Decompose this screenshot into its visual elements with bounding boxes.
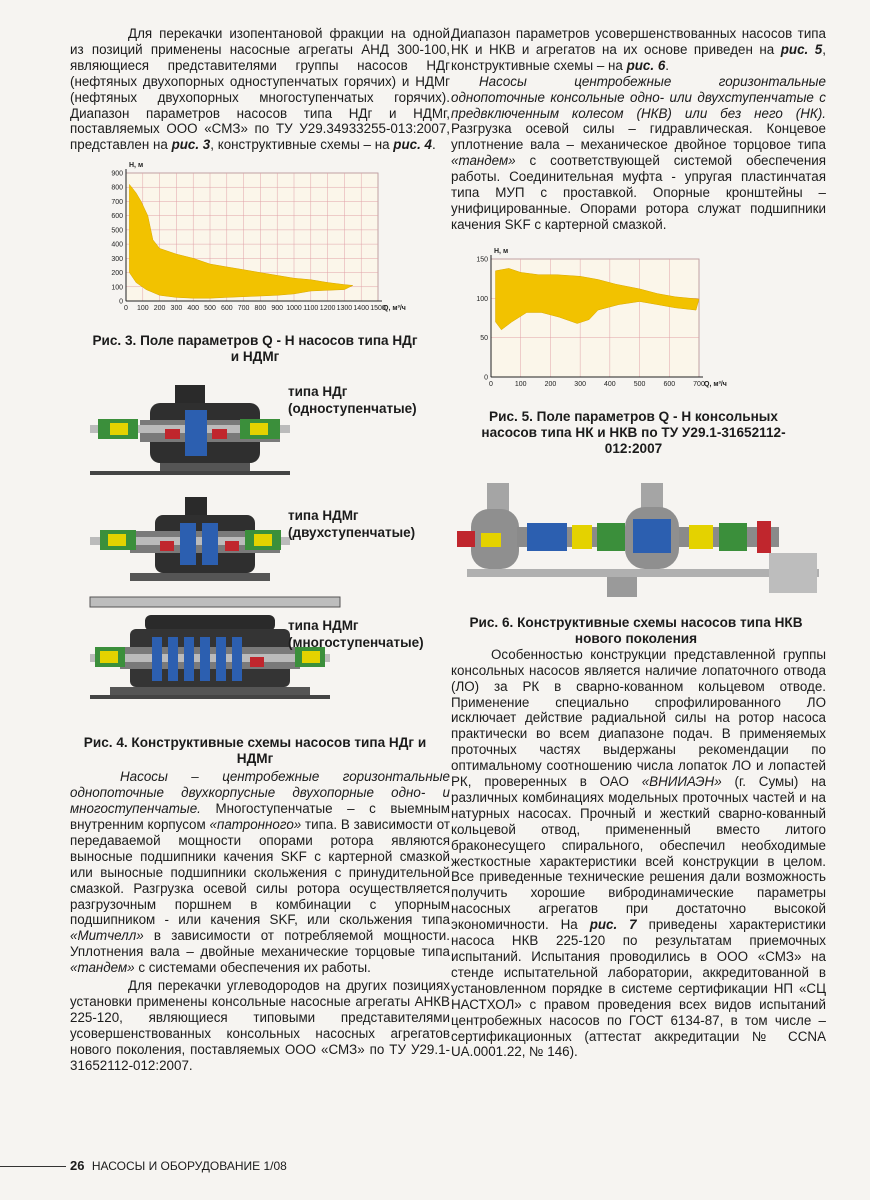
left-p2-b: типа. В зависимости от передаваемой мощности опорами ротора являются выносные подшипники качения SKF с картерной смазкой или выносные подшипники скольжения с принудительной смазкой. Разгрузка осевой силы ротора осуществляется разгрузочным поршнем в комбинации с упорным подшипником - или качения SKF, или скольжения типа — [70, 816, 450, 928]
left-p1-mid: , конструктивные схемы – на — [210, 137, 390, 153]
fig4-reference: рис. 4 — [393, 137, 432, 153]
right-p1-text: Диапазон параметров усовершенствованных насосов типа НК и НКВ и агрегатов на их основе приведен на — [451, 26, 826, 57]
x-tick-label-7: 700 — [693, 380, 705, 388]
right-p2-tandem: «тандем» — [451, 153, 516, 169]
x-tick-label-6: 600 — [663, 380, 676, 388]
y-tick-label-7: 700 — [111, 199, 123, 207]
right-p3-c: приведены характеристики насоса НКВ 225-120 по результатам приемочных испытаний. Испытания проводились в ООО «СМЗ» на стенде испытательной лаборатории, аккредитованной в установленном порядке в системе сертификации НП «СЦ НАСТХОЛ» с правом проведения всех видов испытаний центробежных насосов по ГОСТ 6134-87, в том числе – сертификационных (аттестат аккредитации № CCNA UA.0001.22, № 146). — [451, 917, 826, 1060]
x-tick-label-11: 1100 — [303, 305, 319, 313]
fig3-reference: рис. 3 — [171, 137, 211, 153]
journal-title: НАСОСЫ И ОБОРУДОВАНИЕ 1/08 — [91, 1159, 287, 1173]
x-tick-label-4: 400 — [187, 305, 200, 313]
x-tick-label-4: 400 — [604, 380, 616, 388]
right-paragraph-2 — [451, 74, 826, 233]
fig3-caption: Рис. 3. Поле параметров Q - H насосов типа НДг и НДМг — [92, 333, 418, 365]
fig5-caption: Рис. 5. Поле параметров Q - H консольных насосов типа НК и НКВ по ТУ У29.1-31652112-012:2007 — [481, 408, 786, 456]
left-paragraph-1 — [70, 26, 450, 153]
y-tick-label-2: 100 — [476, 295, 488, 303]
right-p3-vniiaen: «ВНИИАЭН» — [641, 774, 722, 790]
x-tick-label-3: 300 — [170, 305, 183, 313]
right-p1-mid: , конструктивные схемы – на — [451, 41, 826, 73]
fig6-caption: Рис. 6. Конструктивные схемы насосов типа НКВ нового поколения — [469, 614, 803, 646]
left-p1-text: Для перекачки изопентановой фракции на одной из позиций применены насосные агрегаты АНД 300-100, являющиеся представителями группы насосов НДг (нефтяных двухопорных одноступенчатых горячих) и НДМг (нефтяных двухопорных многоступенчатых горячих). Диапазон параметров насосов типа НДг и НДМг, поставляемых ООО «СМЗ» по ТУ У29.34933255-013:2007, представлен на — [70, 26, 450, 153]
x-tick-label-9: 900 — [271, 305, 284, 313]
nkv-pump-2-drawing — [619, 483, 819, 593]
pump-label-ndg: типа НДг (одноступенчатые) — [288, 384, 417, 417]
x-tick-label-12: 1200 — [319, 305, 336, 313]
fig5-chart — [461, 245, 826, 395]
x-tick-label-1: 100 — [136, 305, 149, 313]
right-p2-italic: Насосы центробежные горизонтальные однопоточные консольные одно- или двухступенчатые с предвключенным колесом (НКВ) или без него (НК). — [451, 73, 826, 121]
left-p2-a: Многоступенчатые – с выемным внутренним корпусом — [70, 801, 450, 832]
y-tick-label-0: 0 — [484, 374, 488, 382]
fig7-reference: рис. 7 — [589, 917, 637, 933]
x-tick-label-13: 1300 — [336, 305, 353, 313]
x-tick-label-3: 300 — [574, 380, 586, 388]
footer-rule — [0, 1166, 66, 1167]
nkv-schemes-svg — [451, 483, 826, 603]
y-tick-label-2: 200 — [111, 270, 123, 278]
x-tick-label-5: 500 — [633, 380, 646, 388]
y-tick-label-9: 900 — [111, 170, 123, 178]
x-tick-label-14: 1400 — [353, 305, 369, 313]
y-axis-title: H, м — [129, 162, 144, 170]
pump-label-ndmg-two: типа НДМг (двухступенчатые) — [288, 508, 416, 541]
right-p2-a: Разгрузка осевой силы – гидравлическая. Концевое уплотнение вала – механическое двойное торцовое типа — [451, 121, 826, 153]
pump-schemes-svg — [70, 375, 450, 731]
x-axis-title: Q, м³/ч — [704, 380, 727, 388]
x-tick-label-0: 0 — [489, 380, 493, 388]
left-paragraph-2 — [70, 769, 450, 976]
y-tick-label-8: 800 — [111, 184, 123, 192]
fig4-schemes — [70, 375, 450, 731]
y-tick-label-0: 0 — [119, 298, 123, 306]
y-tick-label-5: 500 — [111, 227, 123, 235]
x-axis-title: Q, м³/ч — [383, 305, 406, 313]
y-tick-label-1: 100 — [111, 284, 123, 292]
x-tick-label-0: 0 — [124, 305, 128, 313]
y-tick-label-3: 150 — [476, 256, 488, 264]
right-p1-end: . — [665, 57, 670, 73]
page-number: 26 — [70, 1158, 85, 1173]
right-column — [451, 26, 826, 1060]
left-p2-mitchell: «Митчелл» — [70, 928, 144, 944]
right-paragraph-3 — [451, 647, 826, 1061]
fig4-caption: Рис. 4. Конструктивные схемы насосов типа НДг и НДМг — [83, 735, 427, 767]
fig3-chart — [78, 159, 450, 319]
right-p3-b: (г. Сумы) на различных комбинациях модельных проточных частей и на натурных насосах. Прочный и жесткий сварно-кованный кольцевой отвод, примененный вместо литого браконесущего спирального, обеспечил необходимые жесткостные характеристики всей конструкции в целом. Все приведенные технические решения дали возможность получить хорошие вибродинамические параметры насосных агрегатов при достаточно высокой экономичности. На — [451, 774, 827, 933]
left-p1-end: . — [432, 137, 436, 153]
fig3-chart-svg — [78, 159, 433, 319]
x-tick-label-8: 800 — [254, 305, 267, 313]
y-tick-label-4: 400 — [111, 241, 123, 249]
x-tick-label-15: 1500 — [370, 305, 386, 313]
y-tick-label-3: 300 — [111, 256, 123, 264]
pump-ndg-drawing — [90, 385, 290, 475]
x-tick-label-7: 700 — [237, 305, 250, 313]
fig6-schemes — [451, 483, 826, 603]
x-tick-label-2: 200 — [153, 305, 166, 313]
x-tick-label-1: 100 — [514, 380, 527, 388]
y-axis-title: H, м — [494, 247, 509, 255]
fig5-reference: рис. 5 — [780, 41, 823, 57]
left-p2-tandem: «тандем» — [70, 960, 135, 976]
x-tick-label-2: 200 — [544, 380, 557, 388]
right-p2-b: с соответствующей системой обеспечения работы. Соединительная муфта - упругая пластинчатая типа МУП с проставкой. Опорные кронштейны – унифицированные. Опорами ротора служат подшипники качения SKF с картерной смазкой. — [451, 153, 826, 232]
pump-label-ndmg-multi: типа НДМг (многоступенчатые) — [288, 618, 424, 651]
x-tick-label-6: 600 — [220, 305, 233, 313]
x-tick-label-5: 500 — [204, 305, 216, 313]
right-paragraph-1 — [451, 26, 826, 74]
left-p2-patron: «патронного» — [209, 816, 302, 832]
left-column — [70, 26, 450, 1073]
left-p2-italic: Насосы – центробежные горизонтальные однопоточные двухкорпусные двухопорные одно- и многоступенчатые. — [70, 769, 450, 817]
page-footer — [70, 1158, 287, 1173]
y-tick-label-1: 50 — [480, 334, 488, 342]
y-tick-label-6: 600 — [111, 213, 123, 221]
left-paragraph-3: Для перекачки углеводородов на других позициях установки применены консольные насосные агрегаты АНКВ 225-120, являющиеся типовыми представителями усовершенствованных консольных насосных агрегатов нового поколения, поставляемых ООО «СМЗ» по ТУ У29.1-31652112-012:2007. — [70, 978, 450, 1073]
right-p3-a: Особенностью конструкции представленной группы консольных насосов является наличие лопаточного отвода (ЛО) за РК в сварно-кованном кольцевом отводе. Применение специально спрофилированного ЛО исключает действие радиальной силы на ротор насоса практически во всем диапазоне подач. В применяемых проточных частях выдержаны рекомендации по оптимальному соотношению числа лопаток ЛО и лопастей РК, проверенных в ОАО — [451, 646, 826, 790]
left-p2-c: в зависимости от потребляемой мощности. Уплотнения вала – двойные механические торцовые типа — [70, 928, 450, 960]
x-tick-label-10: 1000 — [286, 305, 302, 313]
fig6-reference: рис. 6 — [626, 57, 666, 73]
fig5-chart-svg — [461, 245, 751, 395]
left-p2-d: с системами обеспечения их работы. — [134, 960, 371, 976]
